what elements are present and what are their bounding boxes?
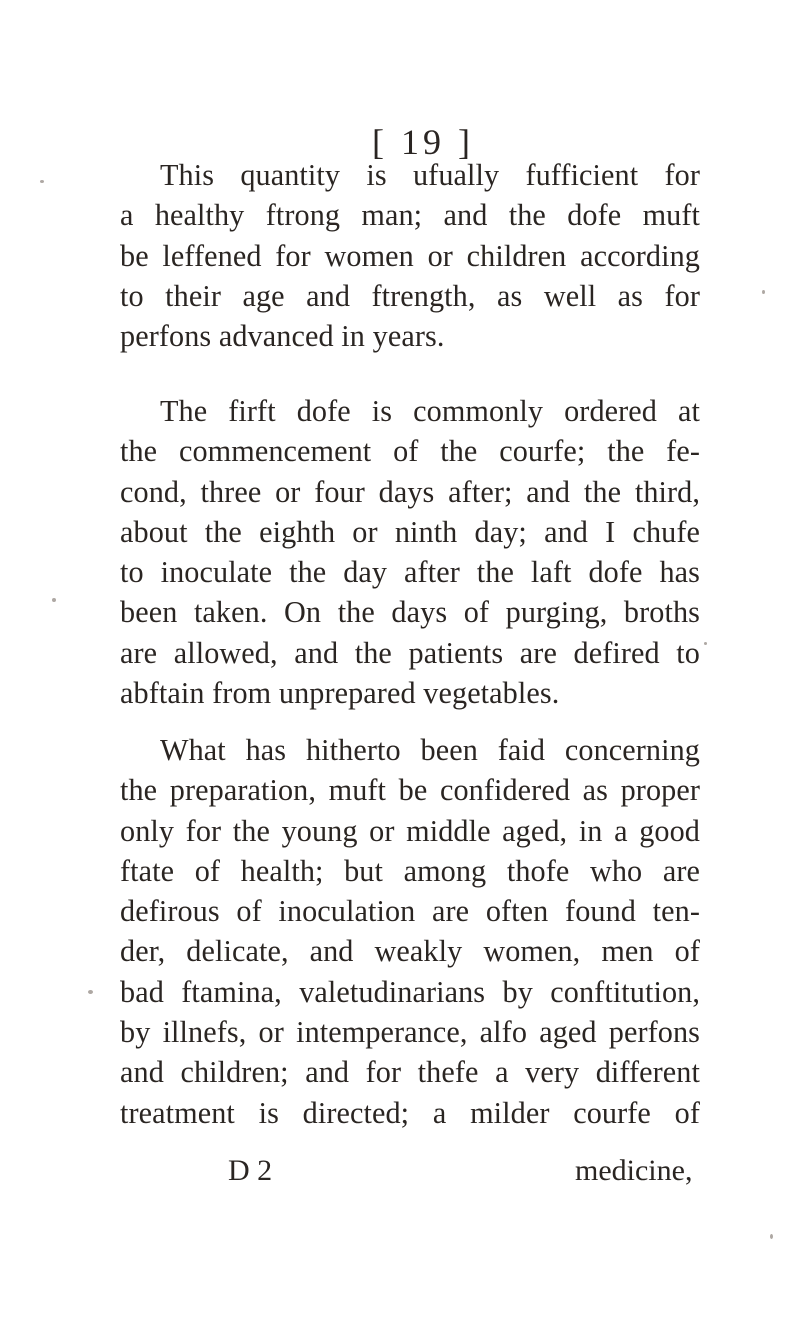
text-line: the preparation, muft be confidered as proper (120, 773, 700, 808)
text-line: abftain from unprepared vegetables. (120, 676, 560, 711)
text-line: to inoculate the day after the laft dofe has (120, 555, 700, 590)
paper-speck (40, 180, 44, 183)
signature-mark: D 2 (228, 1154, 273, 1187)
paper-speck (762, 290, 765, 294)
paper-speck (704, 642, 707, 645)
text-line: be leffened for women or children according (120, 238, 700, 273)
catchword: medicine, (575, 1154, 693, 1187)
text-line: The firft dofe is commonly ordered at (160, 394, 700, 428)
text-line: This quantity is ufually fufficient for (160, 158, 700, 192)
text-line: perfons advanced in years. (120, 319, 445, 354)
text-line: the commencement of the courfe; the fe- (120, 434, 700, 469)
text-line: about the eighth or ninth day; and I chufe (120, 514, 700, 549)
text-line: defirous of inoculation are often found ten- (120, 894, 700, 929)
paragraph-1 (120, 155, 700, 356)
text-line: a healthy ftrong man; and the dofe muft (120, 198, 700, 233)
page-number: [ 19 ] (372, 122, 474, 162)
text-line: been taken. On the days of purging, broths (120, 595, 700, 630)
text-line: What has hitherto been faid concerning (160, 733, 700, 767)
paper-speck (88, 990, 93, 994)
text-line: are allowed, and the patients are defired to (120, 635, 700, 670)
text-line: treatment is directed; a milder courfe of (120, 1095, 700, 1130)
paragraph-3 (120, 730, 700, 1133)
text-line: bad ftamina, valetudinarians by conftitution, (120, 974, 700, 1009)
text-line: only for the young or middle aged, in a good (120, 813, 700, 848)
text-line: to their age and ftrength, as well as for (120, 278, 700, 313)
paragraph-2 (120, 391, 700, 713)
text-line: by illnefs, or intemperance, alfo aged perfons (120, 1015, 700, 1050)
text-line: der, delicate, and weakly women, men of (120, 934, 700, 969)
paper-speck (770, 1234, 773, 1239)
paper-speck (52, 598, 56, 602)
text-line: and children; and for thefe a very different (120, 1055, 700, 1090)
text-line: cond, three or four days after; and the third, (120, 474, 700, 509)
text-line: ftate of health; but among thofe who are (120, 853, 700, 888)
